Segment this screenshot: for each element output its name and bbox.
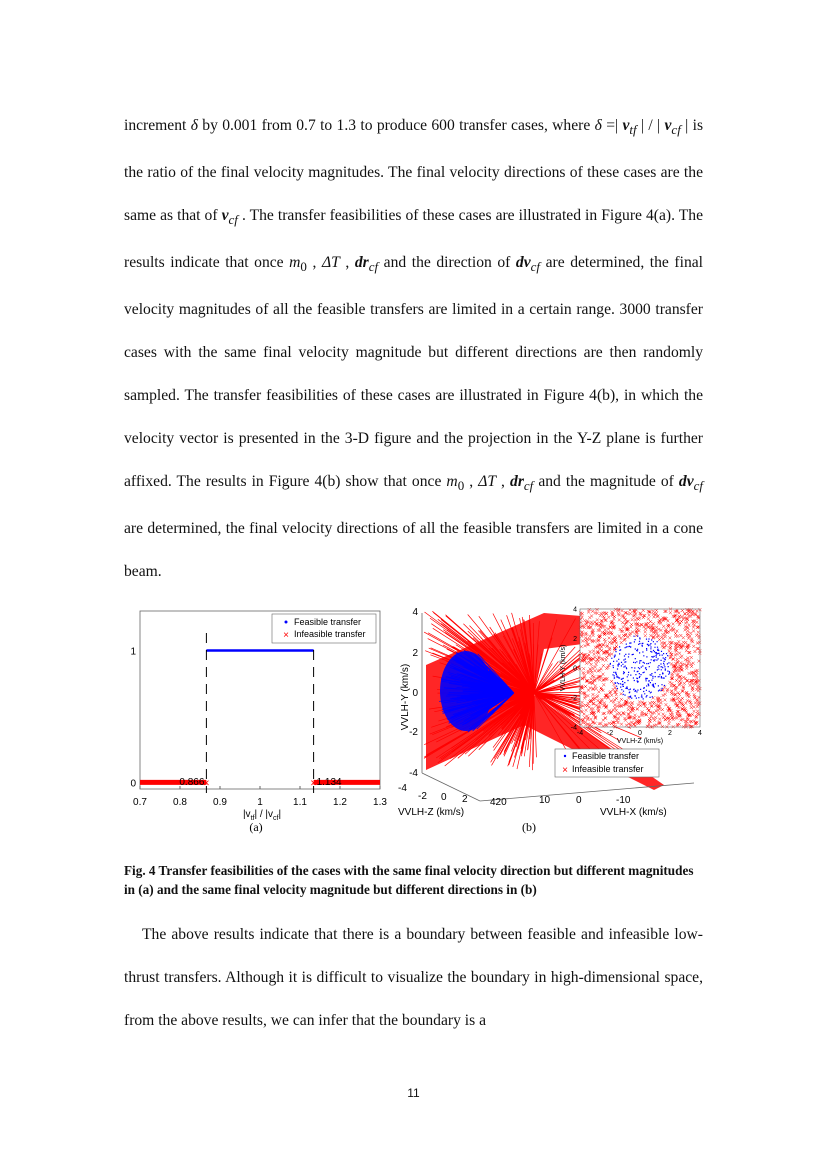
x-tick: 420 xyxy=(490,797,507,809)
panel-label-b: (b) xyxy=(522,820,536,835)
x-tick: 0 xyxy=(576,795,582,807)
svg-text:×: × xyxy=(562,765,568,777)
feasible-blob xyxy=(440,651,492,731)
y-tick: 2 xyxy=(412,648,418,660)
x-tick-label: 0.8 xyxy=(173,797,187,809)
inset-xlabel: VVLH-Z (km/s) xyxy=(616,738,664,746)
x-tick-label: 0.9 xyxy=(213,797,227,809)
legend-b xyxy=(555,749,659,777)
legend-a-feasible: Feasible transfer xyxy=(294,617,362,628)
x-tick: -10 xyxy=(616,795,631,807)
x-tick-label: 1 xyxy=(257,797,263,809)
page-body xyxy=(124,104,703,1042)
inset-y-tick: 0 xyxy=(573,665,577,673)
y-tick: 4 xyxy=(412,607,418,619)
x-tick-label: 1.1 xyxy=(293,797,307,809)
z-tick: 2 xyxy=(462,794,468,806)
chart-b-xlabel: VVLH-X (km/s) xyxy=(600,807,667,819)
figure-4 xyxy=(124,605,703,845)
inset-x-tick: 4 xyxy=(698,730,702,738)
inset-y-tick: -2 xyxy=(570,695,577,703)
inset-plot xyxy=(560,607,702,746)
boundary-marker: × xyxy=(203,777,210,790)
x-tick-label: 1.2 xyxy=(333,797,347,809)
legend-b-feasible: Feasible transfer xyxy=(572,751,640,762)
svg-text:×: × xyxy=(283,630,289,642)
annotation-lower: 0.866 xyxy=(179,777,205,789)
legend-b-infeasible: Infeasible transfer xyxy=(572,764,644,775)
inset-y-tick: 2 xyxy=(573,636,577,644)
legend-a-infeasible: Infeasible transfer xyxy=(294,629,366,640)
chart-b-zlabel: VVLH-Z (km/s) xyxy=(398,807,465,819)
paragraph-2: The above results indicate that there is a boundary between feasible and infeasible low-thrust transfers. Although it is difficult to visualize the boundary in high-dimensional space, from the above results, we can infer that the boundary is a xyxy=(124,926,703,1030)
x-tick-label: 1.3 xyxy=(373,797,387,809)
inset-x-tick: -4 xyxy=(576,730,584,738)
x-tick: 10 xyxy=(539,795,551,807)
chart-a xyxy=(124,605,394,845)
figure-caption: Fig. 4 Transfer feasibilities of the cases with the same final velocity direction but different magnitudes in (a) and the same final velocity magnitude but different directions in (b) xyxy=(124,863,694,898)
panel-label-a: (a) xyxy=(249,820,263,835)
inset-y-tick: 4 xyxy=(573,606,577,614)
paragraph-1: increment δ by 0.001 from 0.7 to 1.3 to produce 600 transfer cases, where δ =| $v_{tf}$ | / | $v_{cf}$ | is the ratio of the final velocity magnitudes. The final velocity directions of these cases are the same as that of $v_{cf}$ . The transfer feasibilities of these cases are illustrated in Figure 4(a). The results indicate that once $m_0$ , ΔT , $dr_{cf}$ and the direction of $dv_{cf}$ are determined, the final velocity magnitudes of all the feasible transfers are limited in a certain range. 3000 transfer cases with the same final velocity magnitude but different directions are then randomly sampled. The transfer feasibilities of these cases are illustrated in Figure 4(b), in which the velocity vector is presented in the 3-D figure and the projection in the Y-Z plane is further affixed. The results in Figure 4(b) show that once $m_0$ , ΔT , $dr_{cf}$ and the magnitude of $dv_{cf}$ are determined, the final velocity directions of all the feasible transfers are limited in a cone beam. xyxy=(124,117,704,581)
y-tick: 0 xyxy=(412,688,418,700)
annotation-upper: 1.134 xyxy=(316,777,342,789)
x-tick-label: 0.7 xyxy=(133,797,147,809)
boundary-marker: × xyxy=(310,777,317,790)
y-tick-label: 0 xyxy=(130,778,136,790)
page-number: 11 xyxy=(407,1086,420,1100)
z-tick: 0 xyxy=(441,792,447,804)
y-tick: -4 xyxy=(409,768,418,780)
y-tick-label: 1 xyxy=(130,646,136,658)
y-tick: -2 xyxy=(409,727,418,739)
chart-b xyxy=(394,605,704,845)
chart-b-ylabel: VVLH-Y (km/s) xyxy=(400,664,411,731)
inset-x-tick: -2 xyxy=(606,730,614,738)
legend-a xyxy=(272,614,376,643)
inset-x-tick: 2 xyxy=(668,730,672,738)
chart-a-xlabel: $|v_{tf}| / |v_{cf}|$ xyxy=(242,809,282,823)
inset-x-tick: 0 xyxy=(638,730,642,738)
inset-y-tick: -4 xyxy=(570,724,577,732)
z-tick: -4 xyxy=(398,783,407,795)
z-tick: -2 xyxy=(418,791,427,803)
inset-ylabel: VVLH-Y (km/s) xyxy=(560,645,567,692)
